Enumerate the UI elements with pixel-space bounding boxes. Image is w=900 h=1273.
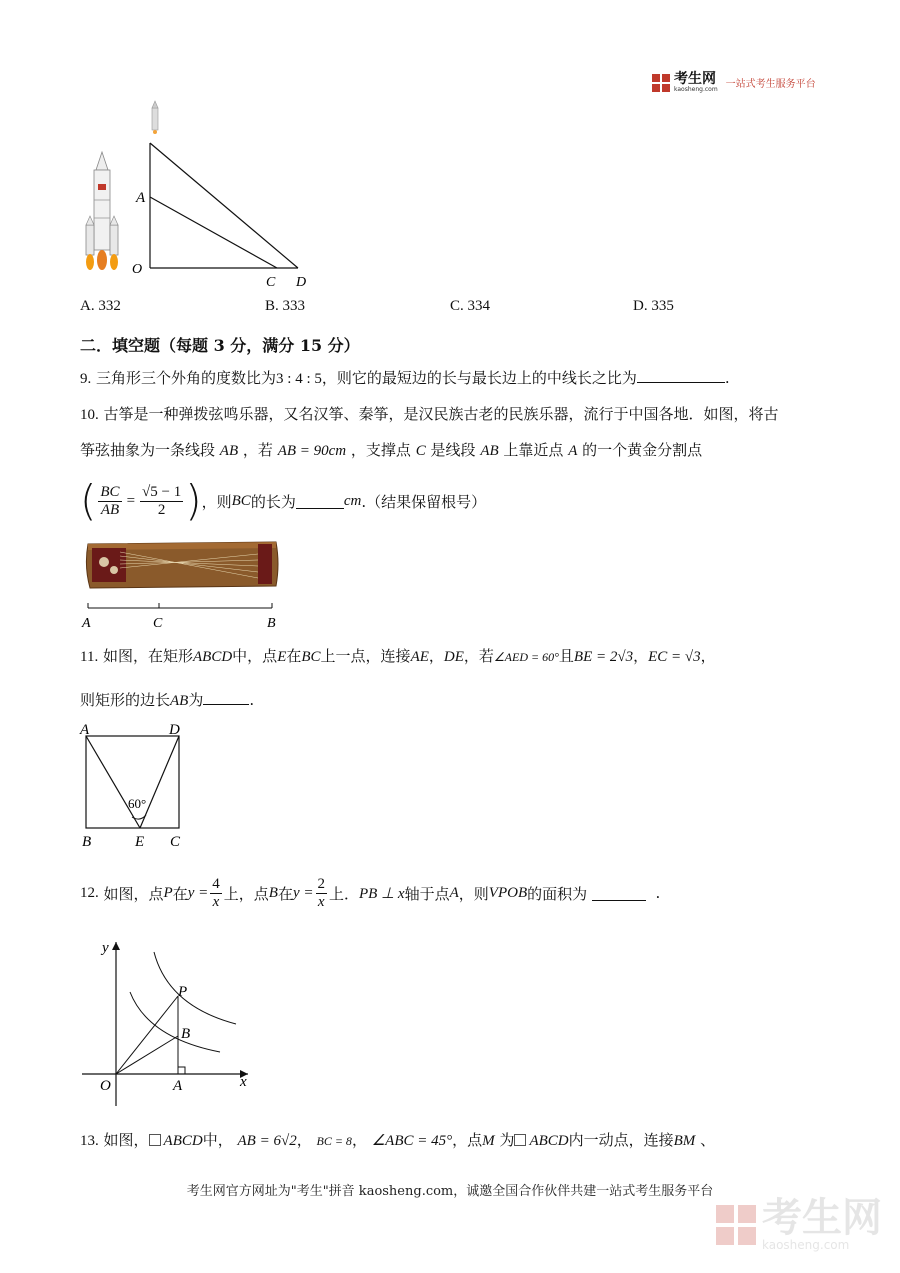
question-10-line1: [80, 404, 779, 425]
fraction-numerator: 4: [212, 875, 220, 892]
q10-text: ，若: [242, 441, 273, 459]
q13-text: 内一动点，连接: [568, 1131, 674, 1149]
q13-text: 如图，: [103, 1131, 149, 1149]
q13-angle: ∠ABC = 45°: [371, 1133, 453, 1149]
q12-text: 在: [172, 884, 188, 903]
q13-text: 、: [700, 1131, 716, 1149]
q8-label-D: D: [296, 275, 307, 290]
q11-end: .: [249, 691, 255, 709]
q10-figure: [80, 538, 290, 630]
q10-golden-fraction: [140, 484, 183, 519]
q11-be: BE = 2√3: [573, 649, 634, 665]
brand-url: kaosheng.com: [674, 86, 718, 93]
q9-number: 9.: [80, 371, 92, 387]
q12-end: .: [655, 884, 661, 902]
q10-text: 上靠近点: [503, 441, 564, 459]
q13-text: 为: [499, 1131, 515, 1149]
q11-text: 且: [558, 647, 574, 665]
q10-point-c: C: [415, 443, 426, 459]
watermark-name: 考生网: [762, 1195, 882, 1241]
q12-point-p: P: [163, 884, 173, 901]
q10-text: 筝弦抽象为一条线段: [80, 441, 216, 459]
q11-label-B: B: [82, 834, 92, 850]
q12-perp: PB ⊥ x: [359, 885, 405, 902]
q10-text: ，则: [201, 492, 232, 511]
q13-text: ，: [296, 1131, 312, 1149]
q12-point-a: A: [449, 884, 459, 901]
small-rocket-icon: [152, 101, 158, 134]
question-10-line2: [80, 440, 702, 461]
q9-end: .: [724, 369, 730, 387]
q11-figure: [78, 718, 198, 854]
q12-number: 12.: [80, 884, 99, 901]
q12-label-x: x: [240, 1074, 247, 1090]
q10-ratio-fraction: [98, 484, 121, 519]
fraction-numerator: √5 − 1: [142, 483, 182, 500]
q13-parallelogram: ABCD: [163, 1133, 203, 1149]
kaosheng-logo-icon: [652, 74, 670, 92]
right-paren: ): [185, 476, 202, 525]
equals-sign: =: [126, 492, 136, 509]
q8-label-O: O: [132, 262, 143, 277]
q13-point-m: M: [482, 1133, 495, 1149]
choice-a: A. 332: [80, 298, 121, 314]
q10-ab: AB: [219, 443, 239, 459]
q12-label-A: A: [173, 1078, 183, 1094]
q10-text: 的一个黄金分割点: [582, 441, 703, 459]
q10-label-C: C: [153, 616, 163, 630]
fraction-denominator: AB: [100, 501, 120, 518]
q13-parallelogram: ABCD: [529, 1133, 569, 1149]
parallelogram-icon: [149, 1134, 161, 1146]
choice-b: B. 333: [265, 298, 306, 314]
brand-slogan: 一站式考生服务平台: [725, 79, 816, 90]
q11-text: 如图，在矩形: [102, 647, 193, 665]
fraction-numerator: 2: [317, 875, 325, 892]
q12-label-B: B: [181, 1026, 191, 1042]
parallelogram-icon: [514, 1134, 526, 1146]
fraction-denominator: x: [212, 893, 220, 910]
q8-label-A: A: [136, 190, 146, 206]
q12-text: 在: [277, 884, 293, 903]
q11-text: 在: [286, 647, 302, 665]
q10-number: 10.: [80, 407, 99, 423]
question-12: [80, 870, 660, 916]
q12-text: 上，点: [223, 884, 269, 903]
q10-text: ，支撑点: [350, 441, 411, 459]
fraction-denominator: x: [317, 893, 325, 910]
kaosheng-watermark-logo-icon: [716, 1205, 756, 1245]
q11-angle-label: 60°: [128, 796, 147, 811]
question-10-line3: [80, 474, 486, 528]
q12-text: 如图，点: [103, 884, 164, 903]
q13-bc: BC = 8: [316, 1134, 352, 1148]
q10-text: .（结果保留根号）: [361, 492, 487, 511]
q11-text: ，: [428, 647, 444, 665]
q10-answer-blank[interactable]: [296, 494, 344, 509]
q13-bm: BM: [673, 1133, 696, 1149]
q11-label-C: C: [170, 834, 181, 850]
q11-de: DE: [443, 649, 464, 665]
fraction-denominator: 2: [157, 501, 166, 518]
q13-text: ，: [351, 1131, 367, 1149]
q12-label-P: P: [178, 984, 188, 1000]
q11-ab: AB: [170, 693, 189, 709]
q9-ratio: 3 : 4 : 5: [276, 371, 322, 387]
q12-eq1-lhs: y =: [187, 884, 209, 901]
q11-angle: ∠AED = 60°: [493, 650, 559, 664]
q11-label-D: D: [169, 722, 180, 738]
q12-eq1-fraction: [210, 876, 222, 911]
q13-number: 13.: [80, 1133, 99, 1149]
q12-text: 轴于点: [404, 884, 450, 903]
q11-point-e: E: [277, 649, 287, 665]
q10-label-A: A: [82, 616, 91, 630]
choice-c: C. 334: [450, 298, 491, 314]
q11-text: 中，点: [232, 647, 278, 665]
q12-eq2-lhs: y =: [292, 884, 314, 901]
q9-text-before: 三角形三个外角的度数比为: [96, 369, 277, 387]
q9-answer-blank[interactable]: [637, 368, 725, 383]
q11-text: ，: [700, 647, 716, 665]
q10-text: 是线段: [430, 441, 476, 459]
question-11-line2: [80, 690, 254, 711]
q12-text: 的面积为: [527, 884, 588, 903]
q8-figure: [80, 100, 320, 290]
q10-point-a: A: [568, 443, 578, 459]
q11-text: 为: [188, 691, 204, 709]
q10-text: 的长为: [250, 492, 296, 511]
brand-name: 考生网: [674, 71, 716, 87]
q8-label-C: C: [266, 275, 276, 290]
q10-unit: cm: [343, 492, 362, 509]
footer-text: 考生网官方网址为"考生"拼音 kaosheng.com，诚邀全国合作伙伴共建一站式考生服务平台: [186, 1184, 714, 1199]
q11-bc: BC: [301, 649, 321, 665]
q11-text: ，: [633, 647, 649, 665]
q10-label-B: B: [267, 616, 276, 630]
question-13: [80, 1130, 715, 1151]
q12-figure: [78, 934, 258, 1110]
q11-text: 上一点，连接: [320, 647, 411, 665]
q12-text: ，则: [458, 884, 489, 903]
q11-ec: EC = √3: [648, 649, 701, 665]
guzheng-icon: [86, 542, 278, 588]
q10-ab: AB: [480, 443, 499, 459]
header-brand: [652, 72, 816, 93]
q11-rect: ABCD: [193, 649, 233, 665]
q10-ab-length: AB = 90cm: [277, 443, 347, 459]
q13-ab: AB = 6√2: [237, 1133, 297, 1149]
watermark-url: kaosheng.com: [762, 1238, 850, 1252]
question-9: [80, 368, 730, 389]
q11-label-E: E: [135, 834, 145, 850]
section-title: 二．填空题（每题 3 分，满分 15 分）: [80, 336, 360, 355]
q12-triangle: VPOB: [488, 884, 528, 901]
choice-d: D. 335: [633, 298, 674, 314]
left-paren: (: [80, 476, 97, 525]
q11-answer-blank[interactable]: [203, 690, 249, 705]
watermark: [716, 1195, 882, 1252]
q10-bc: BC: [231, 492, 251, 509]
q11-text: ，若: [463, 647, 494, 665]
q12-text: 上．: [329, 884, 360, 903]
q13-text: ，点: [452, 1131, 483, 1149]
rocket-icon: [86, 152, 118, 270]
q9-text-after: ，则它的最短边的长与最长边上的中线长之比为: [321, 369, 637, 387]
q10-line1: 古筝是一种弹拨弦鸣乐器，又名汉筝、秦筝，是汉民族古老的民族乐器，流行于中国各地．如图，将古: [103, 405, 779, 423]
q11-label-A: A: [80, 722, 90, 738]
q12-label-O: O: [100, 1078, 111, 1094]
q11-number: 11.: [80, 649, 99, 665]
fraction-numerator: BC: [100, 483, 120, 500]
question-11-line1: [80, 646, 716, 667]
q13-text: 中，: [202, 1131, 233, 1149]
q11-text: 则矩形的边长: [80, 691, 171, 709]
q12-label-y: y: [102, 940, 109, 956]
q12-eq2-fraction: [316, 876, 328, 911]
q12-answer-blank[interactable]: [592, 886, 646, 901]
q12-point-b: B: [268, 884, 278, 901]
q11-ae: AE: [410, 649, 429, 665]
